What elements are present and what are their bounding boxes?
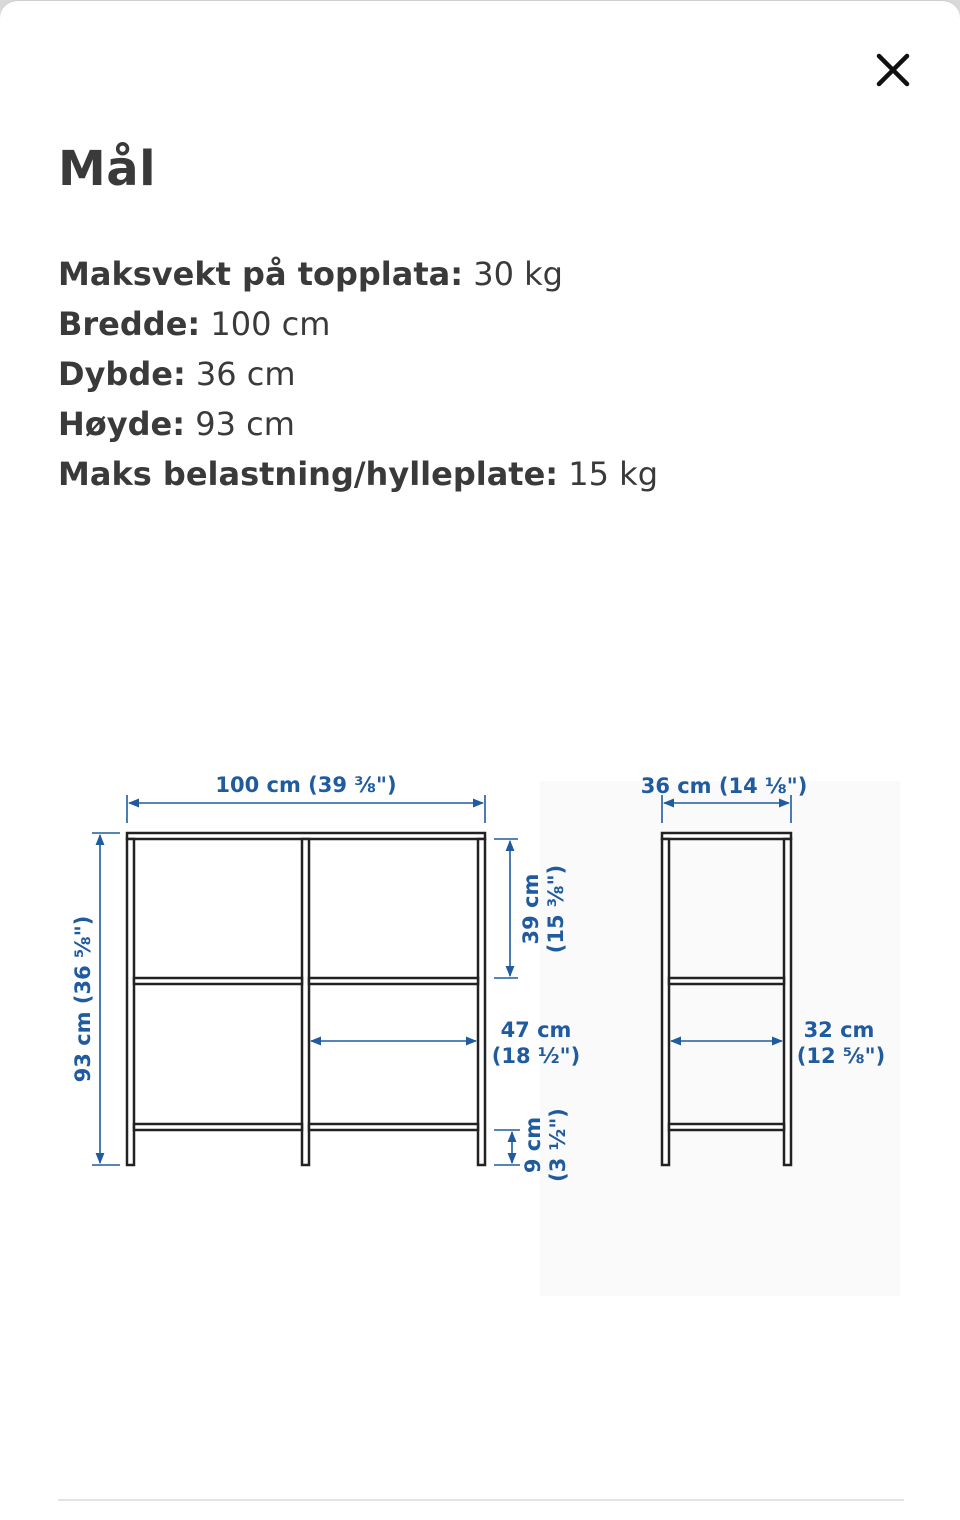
page-title: Mål (58, 141, 157, 197)
spec-value: 36 cm (195, 355, 296, 393)
spec-value: 15 kg (568, 455, 658, 493)
side-inner-depth-label-cm: 32 cm (803, 1018, 875, 1042)
side-back-post (784, 839, 791, 1165)
front-right-post (478, 839, 485, 1165)
spec-value: 100 cm (210, 305, 331, 343)
spec-list (58, 251, 658, 501)
spec-value: 30 kg (473, 255, 563, 293)
spec-label: Bredde: (58, 305, 201, 343)
top-compartment-label-cm: 39 cm (519, 873, 543, 945)
spec-label: Maks belastning/hylleplate: (58, 455, 559, 493)
spec-value: 93 cm (195, 405, 295, 443)
spec-label: Dybde: (58, 355, 186, 393)
front-middle-shelf (309, 978, 478, 984)
front-height-dimension (92, 833, 120, 1165)
bottom-gap-label-cm: 9 cm (521, 1116, 545, 1174)
front-left-post (127, 839, 134, 1165)
spec-label: Høyde: (58, 405, 186, 443)
front-middle-post (302, 839, 309, 1165)
front-bottom-shelf (134, 1124, 302, 1130)
top-compartment-dimension (494, 839, 518, 978)
side-middle-shelf (669, 978, 784, 984)
inner-width-label-in: (18 ½") (491, 1044, 581, 1068)
side-top-plate (662, 833, 791, 839)
spec-depth (58, 351, 658, 401)
side-depth-label: 36 cm (14 ⅛") (640, 774, 808, 798)
close-button[interactable] (864, 41, 922, 99)
front-width-label: 100 cm (39 ⅜") (215, 773, 397, 797)
side-front-post (662, 839, 669, 1165)
bottom-gap-dimension (494, 1130, 520, 1165)
spec-height (58, 401, 658, 451)
dimension-drawing (0, 741, 960, 1321)
spec-width (58, 301, 658, 351)
side-inner-depth-label-in: (12 ⅝") (796, 1044, 886, 1068)
inner-width-label-cm: 47 cm (500, 1018, 572, 1042)
front-height-label: 93 cm (36 ⅝") (71, 915, 95, 1083)
bottom-divider (58, 1499, 904, 1501)
bottom-gap-label-in: (3 ½") (546, 1108, 570, 1182)
front-middle-shelf (134, 978, 302, 984)
spec-max-top-load (58, 251, 658, 301)
close-icon (876, 53, 910, 87)
spec-label: Maksvekt på topplata: (58, 255, 464, 293)
front-view-shelf (127, 833, 485, 1165)
side-bottom-shelf (669, 1124, 784, 1130)
front-bottom-shelf (309, 1124, 478, 1130)
front-width-dimension (127, 795, 485, 823)
top-compartment-label-in: (15 ⅜") (544, 864, 568, 954)
spec-max-shelf-load (58, 451, 658, 501)
